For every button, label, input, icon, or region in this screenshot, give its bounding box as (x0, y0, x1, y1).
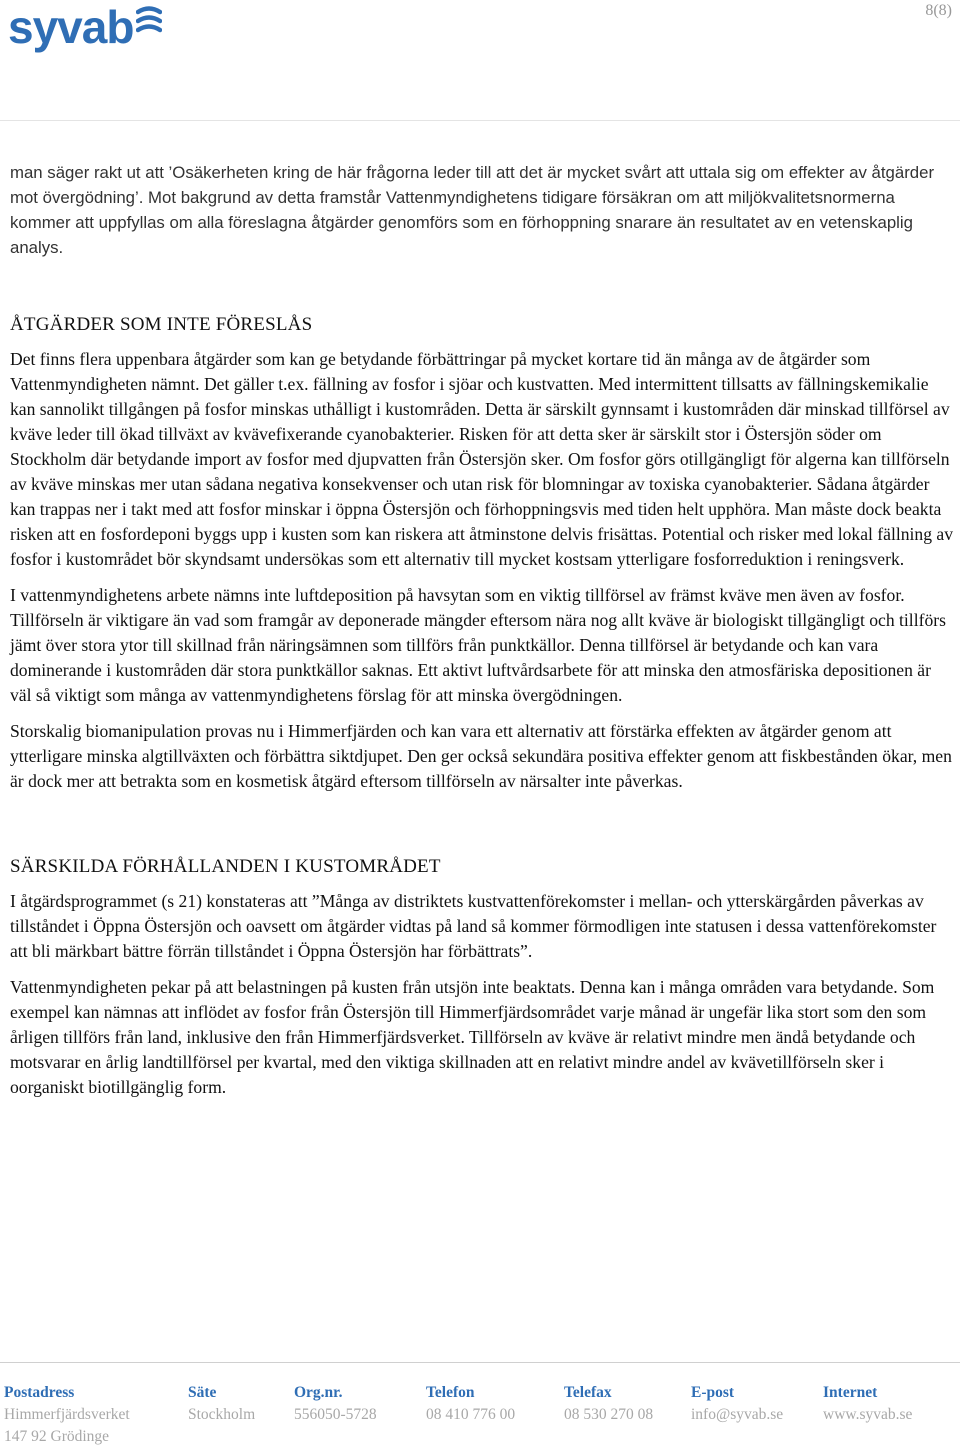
page-header (0, 0, 960, 60)
footer-orgnr (294, 1382, 377, 1426)
section-heading: ÅTGÄRDER SOM INTE FÖRESLÅS (10, 314, 313, 335)
footer-internet (823, 1382, 912, 1426)
page-footer (0, 1362, 960, 1451)
footer-value: 08 410 776 00 (426, 1406, 516, 1423)
paragraph: Det finns flera uppenbara åtgärder som kan ge betydande förbättringar på mycket kortare tid än många av de åtgärder som Vattenmyndigheten nämnt. Det gäller t.ex. fällning av fosfor i sjöar och kustvatten. Med intermittent tillsatts av fällningskemikalie kan sannolikt tillgången på fosfor minskas uthålligt i kustområden. Detta är särskilt gynnsamt i kustområden där minskad tillförsel av kväve leder till ökad tillväxt av kvävefixerande cyanobakterier. Risken för att detta sker är särskilt stor i Östersjön söder om Stockholm där betydande import av fosfor med djupvatten från Östersjön sker. Om fosfor görs otillgängligt för algerna kan tillförseln av kväve minskas mer utan sådana negativa konsekvenser och utan risk för blomningar av toxiska cyanobakterier. Sådana åtgärder kan trappas ner i takt med att fosfor minskar i öppna Östersjön och förhoppningsvis med tiden helt upphöra. Man måste dock beakta risken att en fosfordeponi byggs upp i kusten som kan riskera att åtminstone delvis frisättas. Potential och risker med lokal fällning av fosfor i kustområdet bör skyndsamt undersökas som ett alternativ till mycket kostsam ytterligare fosforreduktion i reningsverk. (10, 349, 954, 569)
footer-value: Himmerfjärdsverket (4, 1406, 130, 1423)
footer-value: 556050-5728 (294, 1406, 377, 1423)
footer-label: Postadress (4, 1384, 75, 1401)
footer-telefon (426, 1382, 515, 1426)
footer-value: 08 530 270 08 (564, 1406, 654, 1423)
syvab-logo (8, 2, 162, 52)
footer-value: Stockholm (188, 1406, 256, 1423)
paragraph: I vattenmyndighetens arbete nämns inte luftdeposition på havsytan som en viktig tillförsel av främst kväve men även av fosfor. Tillförseln är viktigare än vad som framgår av deponerade mängder eftersom nära nog allt kväve är biologiskt tillgängligt och tillförs jämt över stora ytor till skillnad från näringsämnen som tillförs från punktkällor. Denna tillförsel är betydande och kan vara dominerande i kustområden där stora punktkällor saknas. Ett aktivt luftvårdsarbete för att minska den atmosfäriska depositionen är väl så viktigt som många av vattenmyndighetens förslag för att minska övergödningen. (10, 585, 946, 705)
footer-label: Säte (188, 1384, 217, 1401)
footer-sate (188, 1382, 255, 1426)
footer-postadress (4, 1382, 130, 1448)
section-heading: SÄRSKILDA FÖRHÅLLANDEN I KUSTOMRÅDET (10, 856, 441, 877)
logo-text: syvab (8, 1, 134, 53)
paragraph: man säger rakt ut att ’Osäkerheten kring de här frågorna leder till att det är mycket svårt att uttala sig om effekter av åtgärder mot övergödning’. Mot bakgrund av detta framstår Vattenmyndighetens tidigare försäkran om att miljökvalitetsnormerna kommer att uppfyllas om alla föreslagna åtgärder genomförs som en förhoppning snarare än resultatet av en vetenskaplig analys. (10, 163, 935, 257)
paragraph: Storskalig biomanipulation provas nu i Himmerfjärden och kan vara ett alternativ att förstärka effekten av åtgärder genom att ytterligare minska algtillväxten och förbättra siktdjupet. Den ger också sekundära positiva effekter genom att fiskbestånden ökar, men är dock mer att betrakta som en kosmetisk åtgärd eftersom tillförseln av närsalter inte påverkas. (10, 721, 952, 791)
footer-divider (0, 1362, 960, 1363)
paragraph: I åtgärdsprogrammet (s 21) konstateras att ”Många av distriktets kustvattenförekomster i mellan- och ytterskärgården påverkas av tillståndet i Öppna Östersjön och oavsett om åtgärder vidtas på land så kommer förmodligen inte statusen i dessa vattenförekomster att bli märkbart bättre förrän tillståndet i Öppna Östersjön har förbättrats”. (10, 891, 937, 961)
footer-value: 147 92 Grödinge (4, 1428, 110, 1445)
footer-label: E-post (691, 1384, 735, 1401)
paragraph: Vattenmyndigheten pekar på att belastningen på kusten från utsjön inte beaktats. Denna kan i många områden vara betydande. Som exempel kan nämnas att inflödet av fosfor från Östersjön till Himmerfjärdsområdet varje månad är ungefär lika stort som den som årligen tillförs från land, inklusive den från Himmerfjärdsverket. Tillförseln av kväve är relativt mindre men ändå betydande och motsvarar en årlig landtillförsel per kvartal, med den viktiga skillnaden att en relativt mindre andel av kvävetillförseln sker i oorganiskt biotillgänglig form. (10, 977, 935, 1097)
footer-epost (691, 1382, 783, 1426)
footer-label: Internet (823, 1384, 878, 1401)
document-body (10, 160, 956, 1100)
footer-website-link[interactable]: www.syvab.se (823, 1406, 913, 1423)
footer-label: Telefax (564, 1384, 612, 1401)
footer-label: Org.nr. (294, 1384, 343, 1401)
header-divider (0, 120, 960, 121)
footer-email-link[interactable]: info@syvab.se (691, 1406, 784, 1423)
footer-telefax (564, 1382, 653, 1426)
wave-mark-icon (136, 5, 162, 39)
page-number: 8(8) (925, 2, 952, 19)
footer-label: Telefon (426, 1384, 475, 1401)
